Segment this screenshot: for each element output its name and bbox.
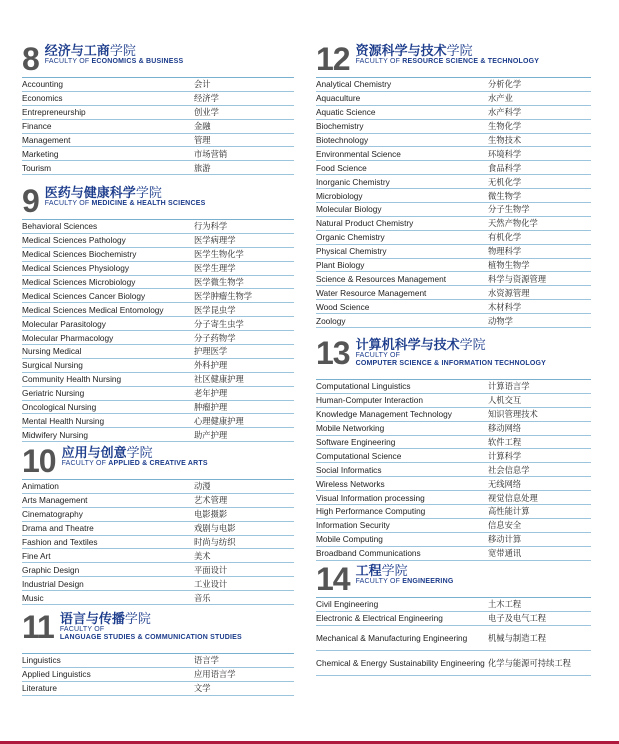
course-name-en: Management bbox=[22, 135, 71, 145]
course-name-zh: 食品科学 bbox=[488, 162, 522, 173]
course-name-en: Electronic & Electrical Engineering bbox=[316, 613, 443, 624]
course-row bbox=[22, 248, 294, 262]
course-name-en: Arts Management bbox=[22, 495, 88, 506]
course-row bbox=[316, 217, 591, 231]
course-name-en: Accounting bbox=[22, 79, 64, 90]
course-name-en: Civil Engineering bbox=[316, 599, 379, 610]
course-name-en: Computational Linguistics bbox=[316, 381, 411, 392]
course-name-zh: 软件工程 bbox=[488, 437, 522, 447]
faculty-number: 14 bbox=[316, 561, 350, 597]
course-row bbox=[316, 245, 591, 259]
course-name-en: Molecular Biology bbox=[316, 204, 382, 215]
course-row bbox=[22, 331, 294, 345]
faculty-title-zh bbox=[356, 564, 454, 578]
course-name-en: Food Science bbox=[316, 162, 367, 173]
course-name-en: Knowledge Management Technology bbox=[316, 409, 452, 420]
faculty-title-zh-main: 医药与健康科学 bbox=[44, 185, 136, 200]
faculty-8 bbox=[22, 41, 294, 175]
course-name-zh: 医学昆虫学 bbox=[194, 304, 236, 315]
course-row bbox=[22, 161, 294, 175]
course-row bbox=[22, 591, 294, 605]
course-list bbox=[316, 380, 591, 561]
course-name-zh: 水资源管理 bbox=[488, 287, 530, 298]
faculty-number: 13 bbox=[316, 335, 350, 371]
course-name-en: Marketing bbox=[22, 148, 59, 159]
course-name-en: Natural Product Chemistry bbox=[316, 218, 414, 229]
faculty-13 bbox=[316, 335, 591, 561]
course-name-zh: 计算语言学 bbox=[488, 381, 530, 392]
course-name-zh: 宽带通讯 bbox=[488, 548, 522, 559]
faculty-title-en-name: ECONOMICS & BUSINESS bbox=[91, 58, 184, 65]
course-name-en: Aquatic Science bbox=[316, 107, 376, 118]
course-name-zh: 信息安全 bbox=[488, 520, 522, 531]
course-name-zh: 动漫 bbox=[194, 481, 211, 492]
faculty-title-en bbox=[60, 626, 242, 642]
faculty-heading bbox=[22, 41, 294, 77]
course-row bbox=[22, 147, 294, 161]
faculty-14 bbox=[316, 561, 591, 676]
faculty-number: 8 bbox=[22, 41, 39, 77]
course-name-zh: 电子及电气工程 bbox=[488, 613, 547, 624]
course-list bbox=[316, 78, 591, 328]
course-name-zh: 心理健康护理 bbox=[194, 415, 244, 426]
faculty-title-en-prefix: FACULTY OF bbox=[44, 200, 92, 207]
course-row bbox=[22, 303, 294, 317]
course-row bbox=[316, 533, 591, 547]
faculty-title-en-prefix: FACULTY OF bbox=[61, 460, 109, 467]
course-row bbox=[22, 345, 294, 359]
course-row bbox=[22, 536, 294, 550]
faculty-10 bbox=[22, 443, 294, 605]
faculty-titles bbox=[62, 446, 208, 468]
course-row bbox=[22, 577, 294, 591]
faculty-title-zh bbox=[60, 612, 242, 626]
course-name-en: Organic Chemistry bbox=[316, 232, 385, 243]
course-list bbox=[316, 598, 591, 676]
course-name-en: Economics bbox=[22, 93, 63, 104]
course-row bbox=[316, 92, 591, 106]
course-name-en: Water Resource Management bbox=[316, 287, 427, 298]
faculty-title-en-name: MEDICINE & HEALTH SCIENCES bbox=[91, 200, 206, 207]
faculty-title-en-name: COMPUTER SCIENCE & INFORMATION TECHNOLOGY bbox=[355, 360, 547, 367]
faculty-number: 12 bbox=[316, 41, 350, 77]
faculty-title-en-name: ENGINEERING bbox=[402, 578, 454, 585]
course-name-en: Physical Chemistry bbox=[316, 246, 387, 257]
course-row bbox=[316, 408, 591, 422]
faculty-title-en-name: APPLIED & CREATIVE ARTS bbox=[108, 460, 208, 467]
course-row bbox=[22, 668, 294, 682]
course-name-zh: 经济学 bbox=[194, 93, 219, 104]
faculty-number: 9 bbox=[22, 183, 39, 219]
course-name-zh: 工业设计 bbox=[194, 578, 228, 589]
course-name-zh: 应用语言学 bbox=[194, 669, 236, 680]
course-row bbox=[22, 262, 294, 276]
course-name-zh: 天然产物化学 bbox=[488, 218, 538, 229]
faculty-title-zh-suffix: 学院 bbox=[446, 43, 473, 58]
course-row bbox=[22, 106, 294, 120]
course-name-zh: 管理 bbox=[194, 135, 211, 145]
course-row bbox=[316, 477, 591, 491]
faculty-title-en bbox=[356, 58, 540, 66]
course-name-en: Medical Sciences Microbiology bbox=[22, 277, 136, 287]
course-row bbox=[22, 220, 294, 234]
course-name-zh: 微生物学 bbox=[488, 190, 522, 201]
course-name-zh: 会计 bbox=[194, 79, 211, 90]
course-row bbox=[22, 317, 294, 331]
faculty-heading bbox=[22, 443, 294, 479]
course-row bbox=[22, 414, 294, 428]
course-name-en: Zoology bbox=[316, 315, 346, 326]
course-row bbox=[316, 612, 591, 626]
faculty-title-zh bbox=[356, 338, 546, 352]
faculty-titles bbox=[45, 44, 184, 66]
course-row bbox=[316, 161, 591, 175]
course-name-en: Oncological Nursing bbox=[22, 402, 97, 413]
course-row bbox=[316, 626, 591, 651]
faculty-title-en bbox=[356, 578, 454, 586]
course-name-en: Plant Biology bbox=[316, 260, 365, 271]
course-list bbox=[22, 220, 294, 442]
course-name-zh: 社会信息学 bbox=[488, 464, 530, 475]
course-name-en: Visual Information processing bbox=[316, 492, 425, 503]
course-row bbox=[22, 494, 294, 508]
course-name-en: Biotechnology bbox=[316, 135, 369, 145]
course-name-zh: 美术 bbox=[194, 550, 211, 561]
course-name-en: Molecular Parasitology bbox=[22, 318, 106, 329]
course-name-en: Linguistics bbox=[22, 655, 61, 666]
course-name-en: Cinematography bbox=[22, 509, 83, 520]
faculty-title-zh-main: 语言与传播 bbox=[59, 611, 125, 626]
course-row bbox=[316, 203, 591, 217]
course-name-en: Mechanical & Manufacturing Engineering bbox=[316, 632, 468, 643]
course-name-en: Social Informatics bbox=[316, 464, 382, 475]
faculty-heading bbox=[316, 41, 591, 77]
faculty-titles bbox=[356, 564, 454, 586]
course-name-zh: 计算科学 bbox=[488, 450, 522, 461]
course-name-en: Medical Sciences Physiology bbox=[22, 263, 129, 274]
course-name-en: Graphic Design bbox=[22, 564, 80, 575]
course-name-en: Wood Science bbox=[316, 301, 370, 312]
faculty-title-zh-main: 资源科学与技术 bbox=[355, 43, 447, 58]
course-name-en: Community Health Nursing bbox=[22, 374, 122, 385]
faculty-titles bbox=[60, 612, 242, 642]
course-name-zh: 生物化学 bbox=[488, 121, 522, 132]
faculty-title-en-name: LANGUAGE STUDIES & COMMUNICATION STUDIES bbox=[59, 634, 242, 641]
course-row bbox=[316, 120, 591, 134]
course-name-zh: 移动网络 bbox=[488, 423, 522, 434]
course-row bbox=[22, 78, 294, 92]
faculty-9 bbox=[22, 183, 294, 442]
course-name-en: Software Engineering bbox=[316, 437, 396, 447]
course-name-en: Music bbox=[22, 592, 44, 603]
course-name-zh: 水产科学 bbox=[488, 107, 522, 118]
course-row bbox=[22, 276, 294, 290]
faculty-title-zh bbox=[62, 446, 208, 460]
course-name-zh: 医学微生物学 bbox=[194, 277, 244, 287]
faculty-title-en bbox=[356, 352, 546, 368]
course-name-zh: 视觉信息处理 bbox=[488, 492, 538, 503]
faculty-title-zh-main: 计算机科学与技术 bbox=[355, 337, 460, 352]
faculty-12 bbox=[316, 41, 591, 328]
course-row bbox=[316, 259, 591, 273]
course-name-en: Surgical Nursing bbox=[22, 360, 83, 371]
course-row bbox=[316, 547, 591, 561]
course-row bbox=[22, 480, 294, 494]
course-row bbox=[316, 272, 591, 286]
faculty-title-en bbox=[45, 200, 206, 208]
course-row bbox=[316, 519, 591, 533]
faculty-title-zh-main: 应用与创意 bbox=[61, 445, 127, 460]
faculty-title-zh-suffix: 学院 bbox=[124, 611, 151, 626]
course-name-zh: 物理科学 bbox=[488, 246, 522, 257]
course-name-zh: 有机化学 bbox=[488, 232, 522, 243]
course-name-en: Geriatric Nursing bbox=[22, 388, 85, 399]
course-name-zh: 医学生物化学 bbox=[194, 249, 244, 260]
course-row bbox=[22, 234, 294, 248]
course-name-zh: 土木工程 bbox=[488, 599, 522, 610]
faculty-title-zh-main: 经济与工商 bbox=[44, 43, 110, 58]
course-name-zh: 水产业 bbox=[488, 93, 513, 104]
faculty-title-zh-suffix: 学院 bbox=[135, 185, 162, 200]
course-name-zh: 无机化学 bbox=[488, 176, 522, 187]
course-name-en: Industrial Design bbox=[22, 578, 84, 589]
course-name-zh: 化学与能源可持续工程 bbox=[488, 657, 571, 668]
course-name-zh: 分析化学 bbox=[488, 79, 522, 90]
course-row bbox=[316, 380, 591, 394]
course-name-zh: 文学 bbox=[194, 683, 211, 694]
course-name-en: Midwifery Nursing bbox=[22, 429, 88, 440]
course-name-zh: 环境科学 bbox=[488, 148, 522, 159]
course-name-zh: 艺术管理 bbox=[194, 495, 228, 506]
course-row bbox=[316, 422, 591, 436]
course-name-zh: 人机交互 bbox=[488, 395, 522, 406]
course-name-zh: 肿瘤护理 bbox=[194, 402, 228, 413]
course-name-zh: 分子寄生虫学 bbox=[194, 318, 244, 329]
faculty-11 bbox=[22, 609, 294, 696]
faculty-title-en-prefix: FACULTY OF bbox=[355, 578, 403, 585]
course-name-en: Animation bbox=[22, 481, 59, 492]
faculty-title-en-name: RESOURCE SCIENCE & TECHNOLOGY bbox=[402, 58, 540, 65]
course-row bbox=[22, 401, 294, 415]
course-name-en: Chemical & Energy Sustainability Engineering bbox=[316, 657, 485, 668]
course-name-zh: 金融 bbox=[194, 121, 211, 132]
course-name-en: Information Security bbox=[316, 520, 390, 531]
course-name-en: Microbiology bbox=[316, 190, 363, 201]
course-name-en: Applied Linguistics bbox=[22, 669, 91, 680]
course-name-zh: 分子药物学 bbox=[194, 332, 236, 343]
course-name-en: Entrepreneurship bbox=[22, 107, 86, 118]
course-name-zh: 电影摄影 bbox=[194, 509, 228, 520]
course-name-en: Fashion and Textiles bbox=[22, 537, 98, 547]
course-name-zh: 移动计算 bbox=[488, 534, 522, 545]
course-name-zh: 行为科学 bbox=[194, 221, 228, 232]
course-name-en: Nursing Medical bbox=[22, 346, 82, 357]
faculty-titles bbox=[356, 44, 540, 66]
course-row bbox=[316, 651, 591, 676]
course-name-zh: 创业学 bbox=[194, 107, 219, 118]
course-row bbox=[316, 436, 591, 450]
course-row bbox=[316, 106, 591, 120]
course-row bbox=[22, 654, 294, 668]
course-name-en: Literature bbox=[22, 683, 58, 694]
faculty-title-zh bbox=[45, 44, 184, 58]
course-row bbox=[22, 508, 294, 522]
faculty-heading bbox=[316, 561, 591, 597]
course-row bbox=[316, 449, 591, 463]
course-row bbox=[316, 491, 591, 505]
course-name-en: Biochemistry bbox=[316, 121, 364, 132]
course-name-en: Drama and Theatre bbox=[22, 523, 94, 534]
course-row bbox=[22, 134, 294, 148]
course-row bbox=[316, 286, 591, 300]
course-row bbox=[22, 373, 294, 387]
faculty-title-zh-suffix: 学院 bbox=[459, 337, 486, 352]
course-row bbox=[22, 289, 294, 303]
faculty-title-zh-suffix: 学院 bbox=[381, 563, 408, 578]
faculty-title-zh-main: 工程 bbox=[355, 563, 382, 578]
course-name-en: Finance bbox=[22, 121, 52, 132]
course-row bbox=[316, 78, 591, 92]
course-name-en: Mental Health Nursing bbox=[22, 415, 105, 426]
course-row bbox=[316, 147, 591, 161]
course-row bbox=[316, 394, 591, 408]
course-row bbox=[316, 505, 591, 519]
course-name-en: Medical Sciences Medical Entomology bbox=[22, 304, 164, 315]
faculty-titles bbox=[356, 338, 546, 368]
course-name-zh: 无线网络 bbox=[488, 478, 522, 489]
course-name-zh: 助产护理 bbox=[194, 429, 228, 440]
course-list bbox=[22, 480, 294, 605]
course-name-en: Computational Science bbox=[316, 450, 402, 461]
course-name-en: Human-Computer Interaction bbox=[316, 395, 423, 406]
faculty-heading bbox=[316, 335, 591, 376]
faculty-title-en-prefix: FACULTY OF bbox=[44, 58, 92, 65]
course-name-en: Medical Sciences Pathology bbox=[22, 235, 126, 246]
course-name-en: Mobile Networking bbox=[316, 423, 385, 434]
course-name-zh: 社区健康护理 bbox=[194, 374, 244, 385]
course-name-zh: 语言学 bbox=[194, 655, 219, 666]
course-name-en: Inorganic Chemistry bbox=[316, 176, 390, 187]
course-name-en: Environmental Science bbox=[316, 148, 401, 159]
faculty-title-en-prefix: FACULTY OF bbox=[355, 352, 401, 359]
course-row bbox=[22, 682, 294, 696]
course-name-en: Broadband Communications bbox=[316, 548, 421, 559]
faculty-title-zh-suffix: 学院 bbox=[126, 445, 153, 460]
course-name-zh: 生物技术 bbox=[488, 135, 522, 145]
course-name-zh: 戏剧与电影 bbox=[194, 523, 236, 534]
course-name-zh: 高性能计算 bbox=[488, 506, 530, 517]
course-name-zh: 外科护理 bbox=[194, 360, 228, 371]
course-name-en: Behavioral Sciences bbox=[22, 221, 98, 232]
faculty-titles bbox=[45, 186, 206, 208]
course-name-zh: 植物生物学 bbox=[488, 260, 530, 271]
course-name-zh: 医学肿瘤生物学 bbox=[194, 290, 253, 301]
course-name-en: Mobile Computing bbox=[316, 534, 383, 545]
course-name-zh: 时尚与纺织 bbox=[194, 537, 236, 547]
course-row bbox=[316, 300, 591, 314]
course-row bbox=[22, 428, 294, 442]
course-name-en: Science & Resources Management bbox=[316, 273, 447, 284]
course-name-en: High Performance Computing bbox=[316, 506, 426, 517]
course-name-zh: 音乐 bbox=[194, 592, 211, 603]
faculty-title-en bbox=[45, 58, 184, 66]
course-row bbox=[22, 359, 294, 373]
course-name-en: Medical Sciences Biochemistry bbox=[22, 249, 137, 260]
course-name-en: Wireless Networks bbox=[316, 478, 385, 489]
faculty-title-zh bbox=[356, 44, 540, 58]
course-name-en: Tourism bbox=[22, 162, 52, 173]
course-row bbox=[316, 134, 591, 148]
course-row bbox=[22, 549, 294, 563]
course-row bbox=[22, 563, 294, 577]
course-row bbox=[22, 92, 294, 106]
faculty-heading bbox=[22, 183, 294, 219]
course-row bbox=[316, 598, 591, 612]
course-row bbox=[22, 120, 294, 134]
course-name-zh: 平面设计 bbox=[194, 564, 228, 575]
faculty-title-en-prefix: FACULTY OF bbox=[355, 58, 403, 65]
course-name-zh: 旅游 bbox=[194, 162, 211, 173]
course-name-zh: 市场营销 bbox=[194, 148, 228, 159]
course-row bbox=[316, 231, 591, 245]
course-row bbox=[316, 189, 591, 203]
course-name-zh: 知识管理技术 bbox=[488, 409, 538, 420]
faculty-title-zh-suffix: 学院 bbox=[109, 43, 136, 58]
course-name-zh: 医学病理学 bbox=[194, 235, 236, 246]
course-name-en: Analytical Chemistry bbox=[316, 79, 392, 90]
faculty-title-en-prefix: FACULTY OF bbox=[59, 626, 105, 633]
course-name-en: Molecular Pharmacology bbox=[22, 332, 114, 343]
faculty-heading bbox=[22, 609, 294, 650]
faculty-title-en bbox=[62, 460, 208, 468]
course-name-zh: 机械与制造工程 bbox=[488, 632, 547, 643]
course-name-en: Fine Art bbox=[22, 550, 51, 561]
course-row bbox=[22, 387, 294, 401]
course-row bbox=[22, 522, 294, 536]
course-name-en: Medical Sciences Cancer Biology bbox=[22, 290, 146, 301]
course-row bbox=[316, 463, 591, 477]
course-list bbox=[22, 78, 294, 175]
faculty-title-zh bbox=[45, 186, 206, 200]
course-name-zh: 科学与资源管理 bbox=[488, 273, 547, 284]
course-name-zh: 木材科学 bbox=[488, 301, 522, 312]
course-name-zh: 老年护理 bbox=[194, 388, 228, 399]
course-name-en: Aquaculture bbox=[316, 93, 361, 104]
course-name-zh: 动物学 bbox=[488, 315, 513, 326]
course-name-zh: 医学生理学 bbox=[194, 263, 236, 274]
course-name-zh: 分子生物学 bbox=[488, 204, 530, 215]
faculty-number: 11 bbox=[22, 609, 54, 645]
faculty-number: 10 bbox=[22, 443, 56, 479]
course-name-zh: 护理医学 bbox=[194, 346, 228, 357]
course-row bbox=[316, 314, 591, 328]
course-list bbox=[22, 654, 294, 696]
course-row bbox=[316, 175, 591, 189]
